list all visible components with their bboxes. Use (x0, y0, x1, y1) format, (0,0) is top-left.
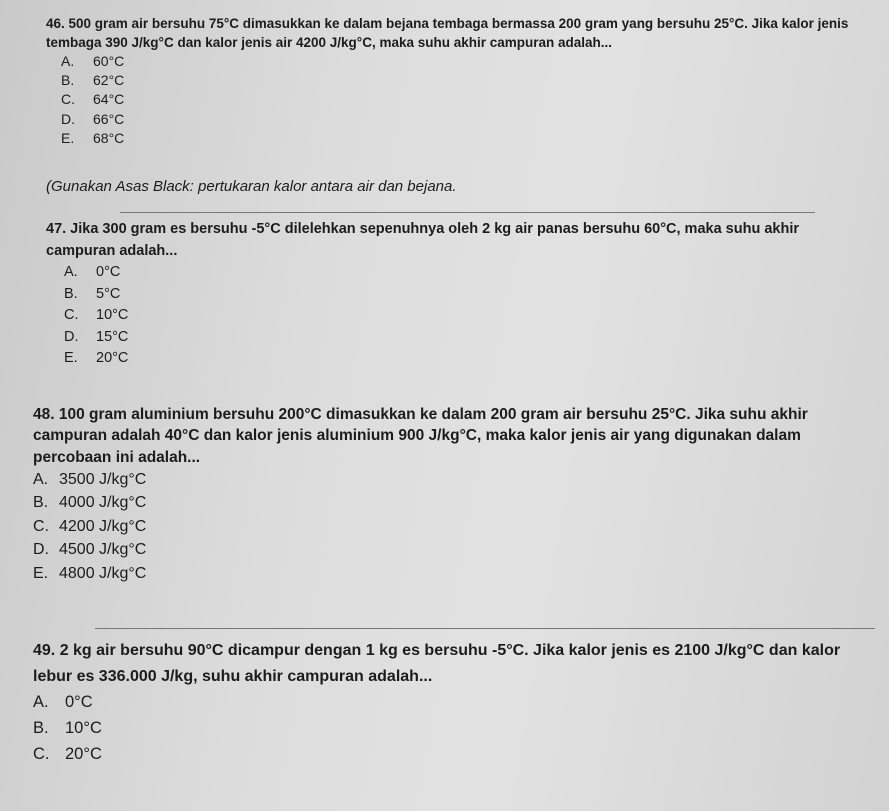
option-c (33, 741, 883, 767)
option-e (61, 129, 866, 148)
hint-note: (Gunakan Asas Black: pertukaran kalor antara air dan bejana. (46, 178, 457, 195)
option-d (61, 110, 866, 129)
question-47 (46, 218, 866, 370)
divider-line (120, 212, 815, 213)
option-label: B. (33, 719, 49, 737)
option-label: E. (64, 350, 78, 367)
question-text: 48. 100 gram aluminium bersuhu 200°C dimasukkan ke dalam 200 gram air bersuhu 25°C. Jika suhu akhir campuran adalah 40°C dan kalor jenis aluminium 900 J/kg°C, maka kalor jenis air yang digunakan dalam percobaan ini adalah... (33, 406, 808, 466)
option-c (61, 90, 866, 109)
option-label: A. (33, 470, 49, 488)
divider-line (95, 628, 875, 629)
option-b (64, 284, 866, 306)
option-label: E. (33, 564, 49, 582)
option-a (33, 689, 883, 715)
option-a (61, 52, 866, 71)
option-d (64, 327, 866, 349)
option-label: D. (33, 541, 49, 559)
question-text: 46. 500 gram air bersuhu 75°C dimasukkan ke dalam bejana tembaga bermassa 200 gram yang bersuhu 25°C. Jika kalor jenis tembaga 390 J/kg°C dan kalor jenis air 4200 J/kg°C, maka suhu akhir campuran adalah... (46, 16, 849, 50)
option-value: 0°C (65, 693, 93, 711)
option-value: 5°C (96, 285, 121, 302)
options-list (46, 52, 866, 148)
option-label: B. (64, 285, 78, 302)
option-value: 66°C (93, 110, 125, 127)
option-d (33, 538, 883, 562)
option-label: C. (33, 745, 50, 763)
option-value: 10°C (96, 307, 129, 324)
option-value: 3500 J/kg°C (59, 470, 147, 488)
option-label: A. (33, 693, 49, 711)
option-a (33, 468, 883, 492)
option-label: D. (64, 328, 79, 345)
question-49 (33, 638, 883, 767)
option-value: 60°C (93, 53, 125, 69)
option-value: 4800 J/kg°C (59, 564, 147, 582)
question-46 (46, 14, 866, 148)
option-value: 10°C (65, 719, 102, 737)
option-value: 64°C (93, 91, 125, 108)
option-c (64, 305, 866, 327)
option-e (33, 562, 883, 586)
question-text: 47. Jika 300 gram es bersuhu -5°C dilelehkan sepenuhnya oleh 2 kg air panas bersuhu 60°C, maka suhu akhir campuran adalah... (46, 221, 799, 259)
question-48 (33, 404, 883, 585)
option-label: E. (61, 129, 75, 146)
option-e (64, 348, 866, 370)
option-label: B. (61, 72, 75, 89)
option-value: 20°C (65, 745, 102, 763)
option-value: 20°C (96, 350, 129, 367)
option-a (64, 262, 866, 284)
option-value: 4200 J/kg°C (59, 517, 147, 535)
option-label: C. (33, 517, 49, 535)
option-value: 4000 J/kg°C (59, 494, 147, 512)
option-value: 68°C (93, 129, 125, 146)
option-b (33, 715, 883, 741)
option-b (61, 71, 866, 90)
option-value: 15°C (96, 328, 129, 345)
option-label: A. (64, 264, 78, 280)
option-label: C. (64, 307, 79, 324)
options-list (33, 689, 883, 767)
option-value: 62°C (93, 72, 125, 89)
option-c (33, 515, 883, 539)
option-label: A. (61, 53, 75, 69)
question-text: 49. 2 kg air bersuhu 90°C dicampur dengan 1 kg es bersuhu -5°C. Jika kalor jenis es 2100 J/kg°C dan kalor lebur es 336.000 J/kg, suhu akhir campuran adalah... (33, 642, 841, 685)
option-value: 0°C (96, 264, 121, 280)
option-label: D. (61, 110, 75, 127)
option-label: B. (33, 494, 49, 512)
option-b (33, 491, 883, 515)
option-label: C. (61, 91, 75, 108)
options-list (46, 262, 866, 370)
options-list (33, 468, 883, 586)
option-value: 4500 J/kg°C (59, 541, 147, 559)
